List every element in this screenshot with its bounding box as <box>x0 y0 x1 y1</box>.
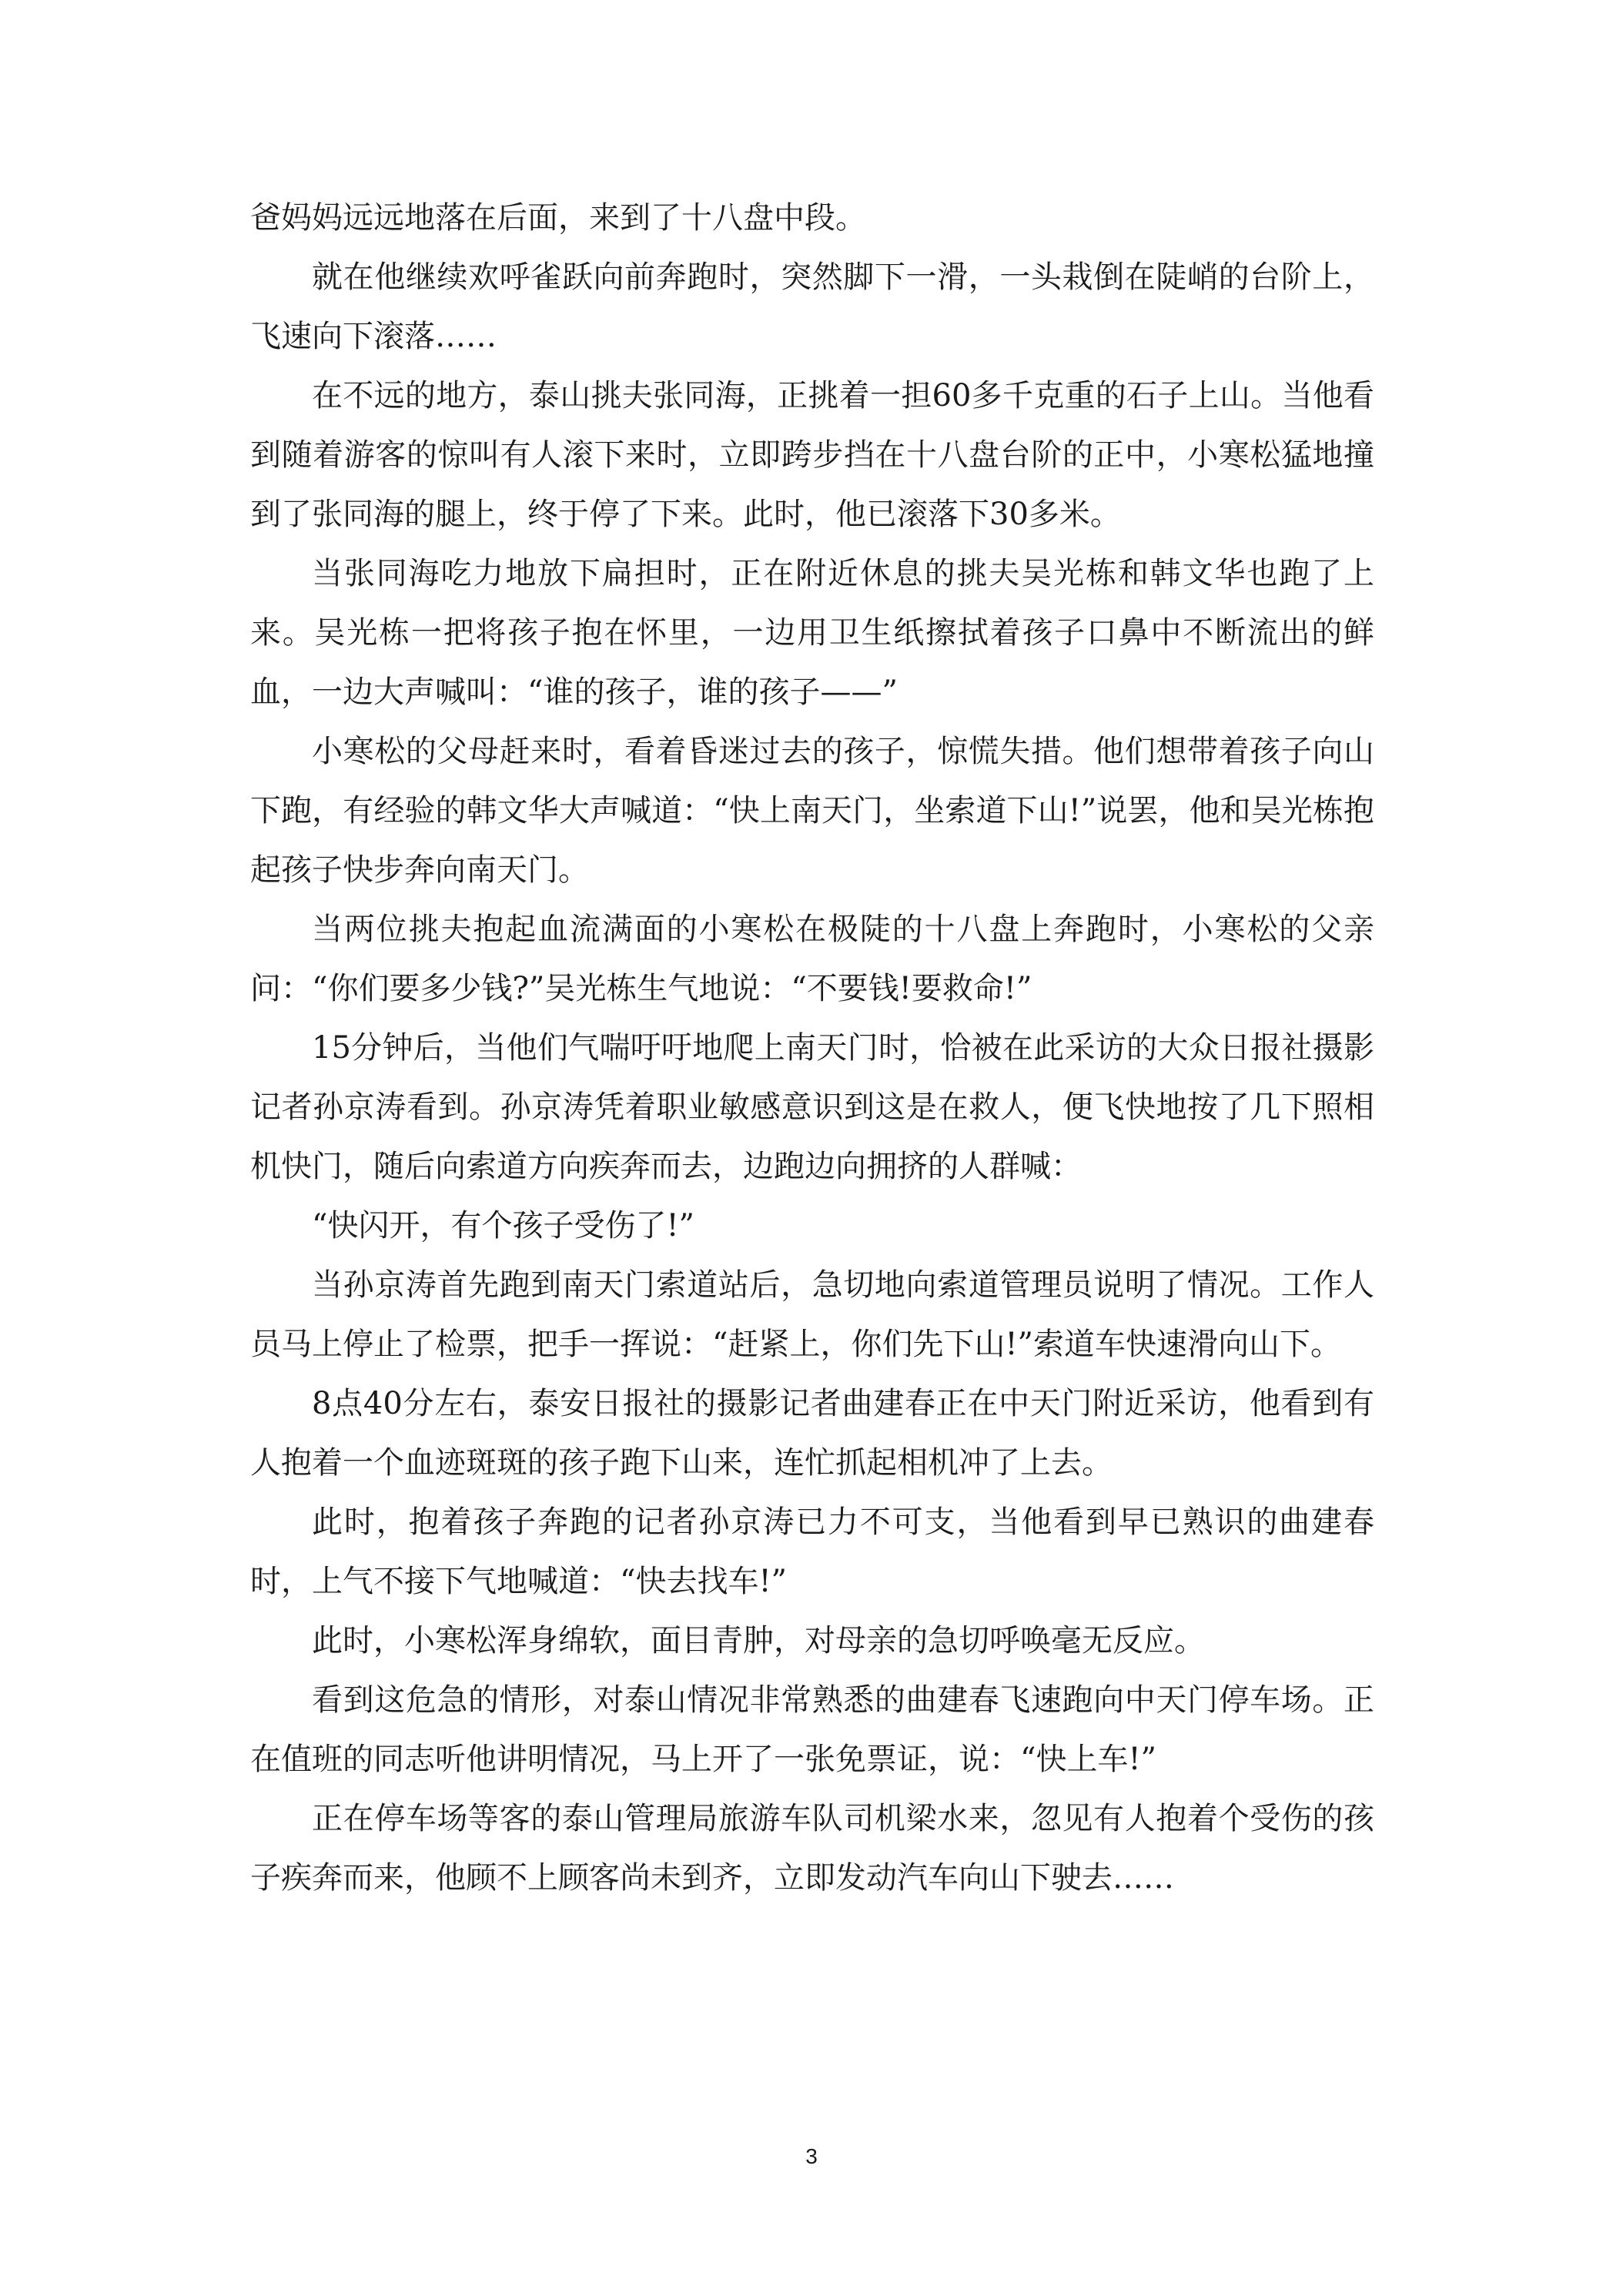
paragraph: 就在他继续欢呼雀跃向前奔跑时，突然脚下一滑，一头栽倒在陡峭的台阶上，飞速向下滚落…… <box>250 259 1374 354</box>
paragraph: 看到这危急的情形，对泰山情况非常熟悉的曲建春飞速跑向中天门停车场。正在值班的同志听他讲明情况，马上开了一张免票证，说：“快上车!” <box>250 1682 1374 1777</box>
paragraph: 当孙京涛首先跑到南天门索道站后，急切地向索道管理员说明了情况。工作人员马上停止了检票，把手一挥说：“赶紧上，你们先下山!”索道车快速滑向山下。 <box>250 1267 1374 1362</box>
paragraph: 当张同海吃力地放下扁担时，正在附近休息的挑夫吴光栋和韩文华也跑了上来。吴光栋一把将孩子抱在怀里，一边用卫生纸擦拭着孩子口鼻中不断流出的鲜血，一边大声喊叫：“谁的孩子，谁的孩子——” <box>250 556 1374 710</box>
paragraph: “快闪开，有个孩子受伤了!” <box>312 1208 694 1243</box>
page-number: 3 <box>805 2144 818 2168</box>
paragraph: 此时，小寒松浑身绵软，面目青肿，对母亲的急切呼唤毫无反应。 <box>312 1623 1205 1658</box>
body-text <box>250 189 1374 1908</box>
paragraph: 正在停车场等客的泰山管理局旅游车队司机梁水来，忽见有人抱着个受伤的孩子疾奔而来，他顾不上顾客尚未到齐，立即发动汽车向山下驶去…… <box>250 1801 1374 1896</box>
paragraph: 当两位挑夫抱起血流满面的小寒松在极陡的十八盘上奔跑时，小寒松的父亲问：“你们要多少钱?”吴光栋生气地说：“不要钱!要救命!” <box>250 912 1374 1006</box>
paragraph: 爸妈妈远远地落在后面，来到了十八盘中段。 <box>250 200 866 236</box>
paragraph: 8点40分左右，泰安日报社的摄影记者曲建春正在中天门附近采访，他看到有人抱着一个血迹斑斑的孩子跑下山来，连忙抓起相机冲了上去。 <box>250 1386 1374 1481</box>
paragraph: 15分钟后，当他们气喘吁吁地爬上南天门时，恰被在此采访的大众日报社摄影记者孙京涛看到。孙京涛凭着职业敏感意识到这是在救人，便飞快地按了几下照相机快门，随后向索道方向疾奔而去，边跑边向拥挤的人群喊： <box>250 1030 1374 1184</box>
paragraph: 小寒松的父母赶来时，看着昏迷过去的孩子，惊慌失措。他们想带着孩子向山下跑，有经验的韩文华大声喊道：“快上南天门，坐索道下山!”说罢，他和吴光栋抱起孩子快步奔向南天门。 <box>250 734 1374 888</box>
paragraph: 在不远的地方，泰山挑夫张同海，正挑着一担60多千克重的石子上山。当他看到随着游客的惊叫有人滚下来时，立即跨步挡在十八盘台阶的正中，小寒松猛地撞到了张同海的腿上，终于停了下来。此时，他已滚落下30多米。 <box>250 378 1374 532</box>
paragraph: 此时，抱着孩子奔跑的记者孙京涛已力不可支，当他看到早已熟识的曲建春时，上气不接下气地喊道：“快去找车!” <box>250 1504 1374 1599</box>
